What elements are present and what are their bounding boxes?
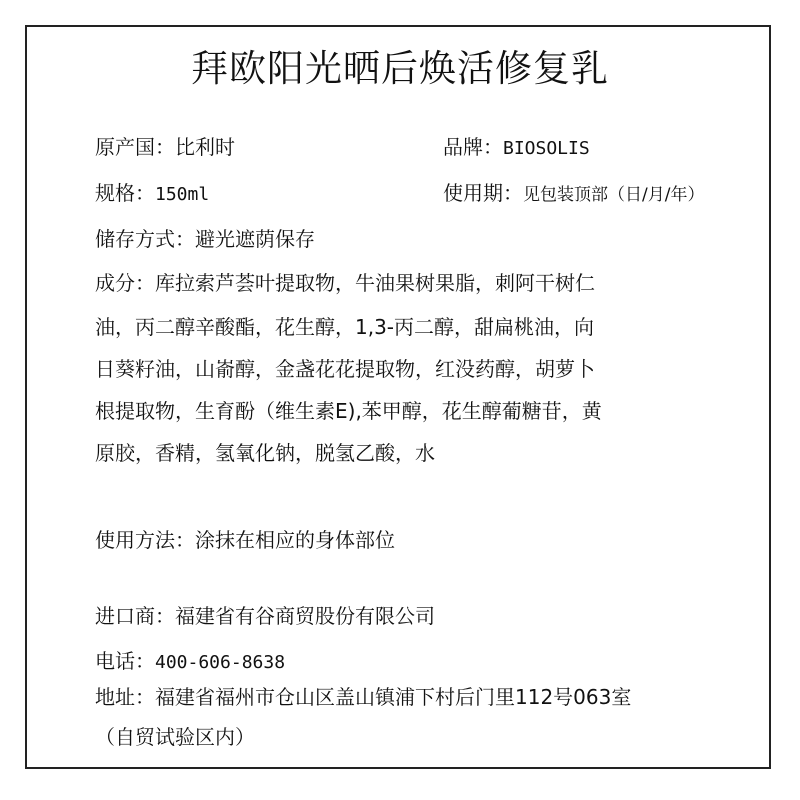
address-continuation: （自贸试验区内） — [95, 725, 255, 749]
usage-value: 涂抹在相应的身体部位 — [195, 528, 395, 552]
usage-label: 使用方法： — [95, 528, 195, 552]
phone-row — [95, 648, 285, 676]
spec-label: 规格： — [95, 181, 155, 205]
storage-label: 储存方式： — [95, 227, 195, 251]
address-label: 地址： — [95, 685, 155, 709]
address-value: 福建省福州市仓山区盖山镇浦下村后门里112号063室 — [155, 685, 632, 709]
storage-row — [95, 226, 315, 252]
ingredients-label: 成分： — [95, 271, 155, 295]
ingredients-text: 库拉索芦荟叶提取物，牛油果树果脂，刺阿干树仁 — [155, 271, 595, 295]
spec-value: 150ml — [155, 184, 210, 205]
origin-row — [95, 134, 235, 160]
storage-value: 避光遮荫保存 — [195, 227, 315, 251]
spec-row — [95, 180, 209, 208]
brand-value: BIOSOLIS — [503, 138, 590, 159]
expiry-value: 见包装顶部（日/月/年） — [523, 185, 705, 205]
ingredients-line-1 — [95, 270, 735, 296]
ingredients-line-3: 日葵籽油，山嵛醇，金盏花花提取物，红没药醇，胡萝卜 — [95, 357, 595, 381]
ingredients-line-2: 油，丙二醇辛酸酯，花生醇，1,3-丙二醇，甜扁桃油，向 — [95, 315, 595, 339]
brand-label: 品牌： — [443, 135, 503, 159]
importer-label: 进口商： — [95, 604, 175, 628]
usage-row — [95, 527, 395, 553]
brand-row — [443, 134, 590, 162]
phone-label: 电话： — [95, 649, 155, 673]
product-title: 拜欧阳光晒后焕活修复乳 — [191, 47, 609, 90]
phone-value: 400-606-8638 — [155, 652, 286, 673]
expiry-label: 使用期： — [443, 181, 523, 205]
importer-row — [95, 603, 435, 629]
ingredients-line-5: 原胶，香精，氢氧化钠，脱氢乙酸，水 — [95, 441, 435, 465]
address-row — [95, 684, 631, 710]
importer-value: 福建省有谷商贸股份有限公司 — [175, 604, 435, 628]
origin-value: 比利时 — [175, 135, 235, 159]
ingredients-line-4: 根提取物，生育酚（维生素E),苯甲醇，花生醇葡糖苷，黄 — [95, 399, 602, 423]
origin-label: 原产国： — [95, 135, 175, 159]
expiry-row — [443, 180, 704, 208]
